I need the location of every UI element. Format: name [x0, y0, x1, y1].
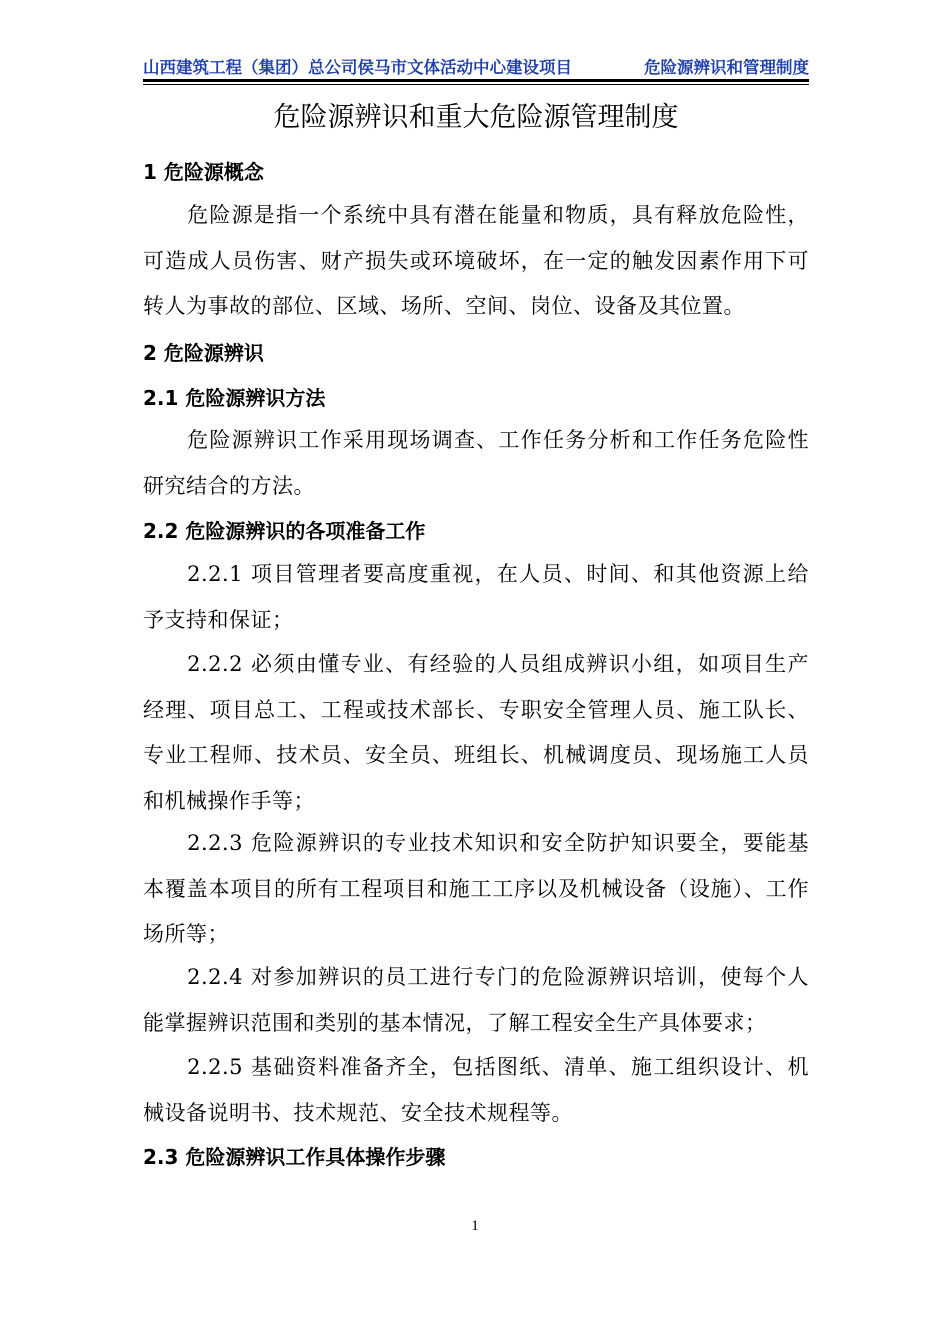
section-1-heading: 1 危险源概念	[143, 160, 264, 184]
section-1-paragraph: 危险源是指一个系统中具有潜在能量和物质，具有释放危险性，可造成人员伤害、财产损失或环境破坏，在一定的触发因素作用下可转人为事故的部位、区域、场所、空间、岗位、设备及其位置。	[143, 203, 809, 318]
item-2-2-3: 2.2.3 危险源辨识的专业技术知识和安全防护知识要全，要能基本覆盖本项目的所有工程项目和施工工序以及机械设备（设施）、工作场所等；	[143, 831, 809, 946]
header-document-name: 危险源辨识和管理制度	[644, 58, 809, 77]
header-rule-thin	[143, 84, 809, 85]
section-2-1-paragraph: 危险源辨识工作采用现场调查、工作任务分析和工作任务危险性研究结合的方法。	[143, 428, 809, 498]
item-2-2-4: 2.2.4 对参加辨识的员工进行专门的危险源辨识培训，使每个人能掌握辨识范围和类别的基本情况，了解工程安全生产具体要求；	[143, 965, 809, 1035]
section-2-2-heading: 2.2 危险源辨识的各项准备工作	[143, 519, 426, 543]
document-title: 危险源辨识和重大危险源管理制度	[273, 102, 679, 133]
item-2-2-1: 2.2.1 项目管理者要高度重视，在人员、时间、和其他资源上给予支持和保证；	[143, 562, 809, 632]
page-number: 1	[471, 1218, 479, 1234]
section-2-heading: 2 危险源辨识	[143, 341, 264, 365]
header-project-name: 山西建筑工程（集团）总公司侯马市文体活动中心建设项目	[143, 58, 572, 77]
item-2-2-5: 2.2.5 基础资料准备齐全，包括图纸、清单、施工组织设计、机械设备说明书、技术规范、安全技术规程等。	[143, 1055, 809, 1125]
item-2-2-2: 2.2.2 必须由懂专业、有经验的人员组成辨识小组，如项目生产经理、项目总工、工程或技术部长、专职安全管理人员、施工队长、专业工程师、技术员、安全员、班组长、机械调度员、现场施工人员和机械操作手等；	[143, 652, 809, 813]
section-2-3-heading: 2.3 危险源辨识工作具体操作步骤	[143, 1145, 446, 1169]
running-header	[143, 50, 809, 80]
header-rule-thick	[143, 79, 809, 82]
section-2-1-heading: 2.1 危险源辨识方法	[143, 386, 326, 410]
